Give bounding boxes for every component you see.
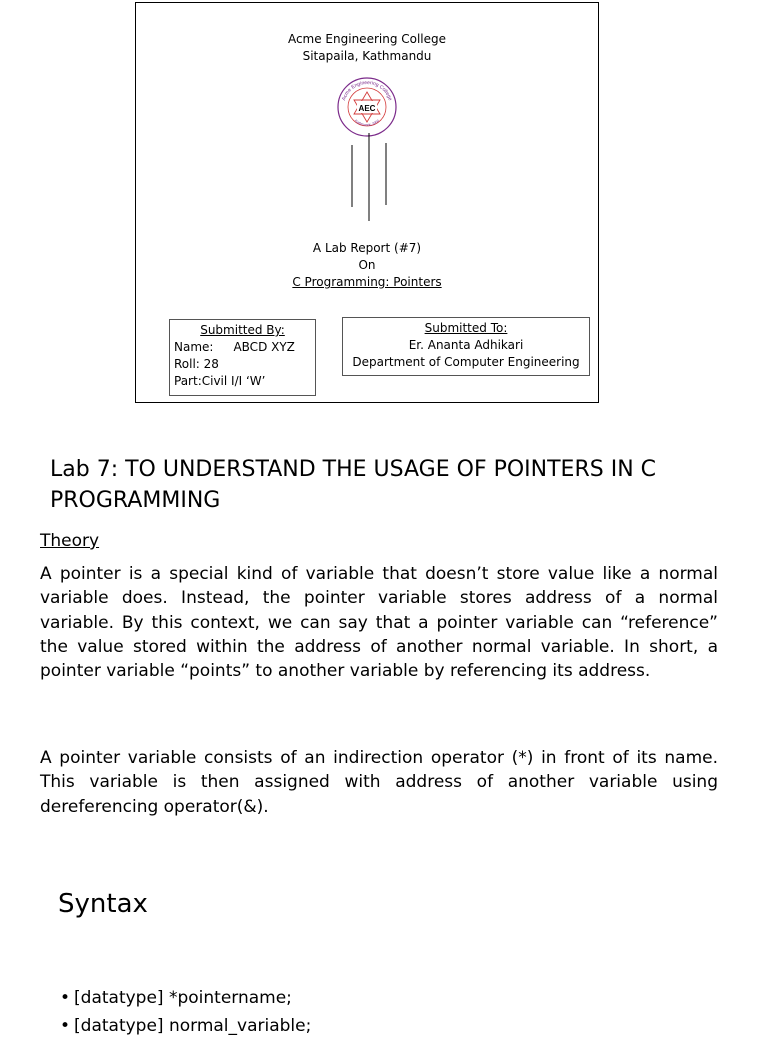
logo-ring-text: Acme Engineering College bbox=[341, 79, 393, 102]
submitted-by-heading: Submitted By: bbox=[200, 323, 285, 337]
cover-page bbox=[135, 2, 599, 403]
theory-paragraph-1: A pointer is a special kind of variable that doesn’t store value like a normal variable does. Instead, the pointer variable stores address of a normal variable. By this context, we can say that a pointer variable can “reference” the value stored within the address of another normal variable. In short, a pointer variable “points” to another variable by referencing its address. bbox=[40, 564, 718, 682]
logo-center-text: AEC bbox=[358, 104, 376, 113]
decorative-lines bbox=[345, 133, 395, 223]
part-info: Part:Civil I/I ‘W’ bbox=[174, 374, 266, 388]
svg-text:Kathmandu 2000 bbox=[354, 119, 380, 127]
college-location: Sitapaila, Kathmandu bbox=[302, 49, 432, 63]
recipient-name: Er. Ananta Adhikari bbox=[408, 338, 524, 352]
report-topic: C Programming: Pointers bbox=[292, 275, 442, 289]
name-value: ABCD XYZ bbox=[233, 340, 295, 354]
college-name: Acme Engineering College bbox=[287, 32, 447, 46]
submitted-to-heading: Submitted To: bbox=[424, 321, 508, 335]
syntax-list bbox=[60, 984, 740, 1040]
college-header bbox=[136, 31, 598, 65]
theory-paragraph-2: A pointer variable consists of an indirection operator (*) in front of its name. This variable is then assigned with address of another variable using dereferencing operator(&). bbox=[40, 748, 718, 817]
syntax-item: • [datatype] *pointername; bbox=[60, 984, 740, 1012]
report-info bbox=[136, 240, 598, 291]
on-line: On bbox=[358, 258, 376, 272]
lab-title: Lab 7: TO UNDERSTAND THE USAGE OF POINTERS IN C PROGRAMMING bbox=[50, 457, 656, 513]
name-label: Name: bbox=[174, 340, 214, 354]
submitter-name-row bbox=[174, 339, 311, 356]
report-line: A Lab Report (#7) bbox=[312, 241, 422, 255]
college-logo-icon bbox=[336, 76, 398, 138]
roll-number: Roll: 28 bbox=[174, 357, 219, 371]
syntax-heading: Syntax bbox=[58, 889, 148, 919]
theory-heading: Theory bbox=[40, 531, 100, 551]
submitted-by-box bbox=[169, 319, 316, 396]
svg-text:Acme Engineering College bbox=[341, 80, 393, 102]
syntax-item: • [datatype] normal_variable; bbox=[60, 1012, 740, 1040]
submitted-to-box bbox=[342, 317, 590, 376]
logo-bottom-text: Kathmandu 2000 bbox=[353, 118, 381, 128]
recipient-department: Department of Computer Engineering bbox=[352, 355, 580, 369]
